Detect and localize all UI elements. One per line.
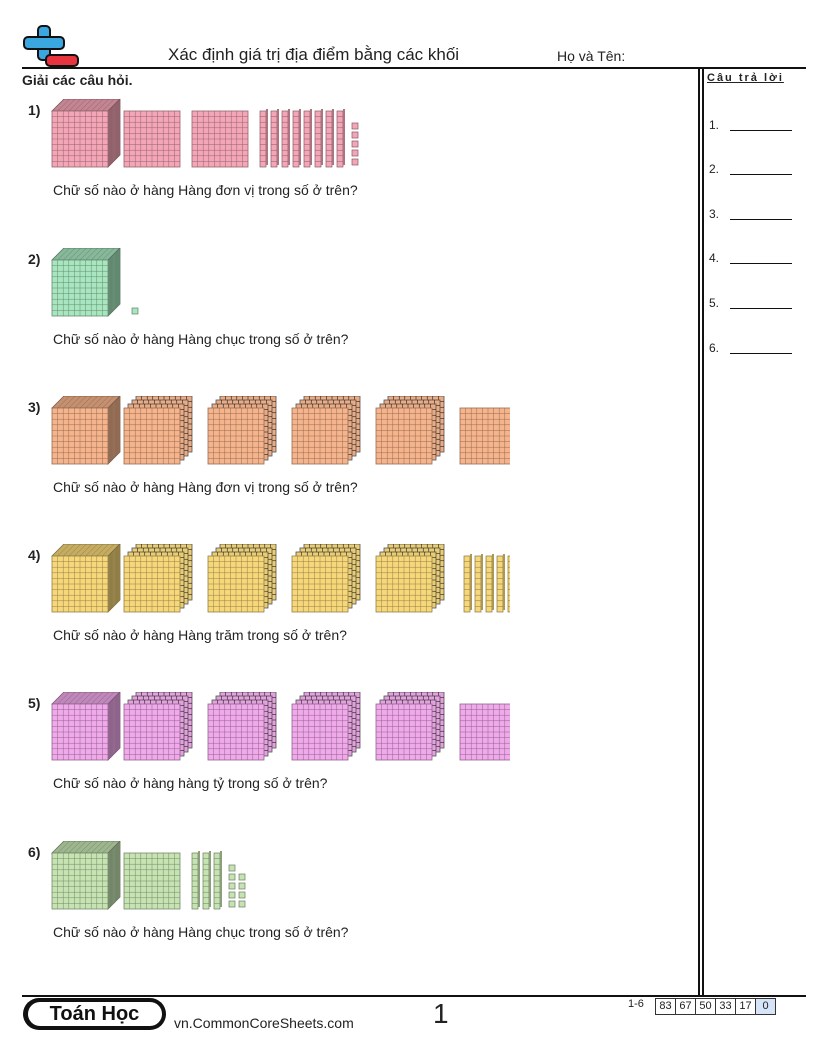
base-ten-blocks — [50, 396, 510, 468]
score-table — [656, 998, 776, 1015]
plus-minus-logo-icon — [22, 24, 80, 70]
ten-rod-block — [475, 554, 483, 612]
base-ten-blocks — [50, 692, 510, 764]
answer-label: 3. — [709, 207, 720, 221]
one-unit-block — [352, 123, 358, 129]
brand-label: Toán Học — [28, 1002, 162, 1026]
one-unit-block — [229, 865, 235, 871]
one-unit-block — [229, 883, 235, 889]
ten-rod-block — [315, 109, 323, 167]
question-text: Chữ số nào ở hàng Hàng chục trong số ở trên? — [53, 924, 349, 940]
base-ten-blocks — [50, 248, 510, 320]
site-url: vn.CommonCoreSheets.com — [174, 1015, 354, 1031]
answer-blank-line[interactable] — [730, 263, 792, 264]
answer-column-divider — [698, 67, 700, 995]
hundred-layer-front — [208, 556, 264, 612]
ten-rod-block — [486, 554, 494, 612]
one-unit-block — [239, 874, 245, 880]
thousand-cube-front — [52, 111, 108, 167]
hundred-layer-front — [124, 408, 180, 464]
name-label: Họ và Tên: — [557, 48, 626, 64]
question-number: 1) — [28, 102, 41, 118]
hundred-flat-block — [124, 111, 180, 167]
question-text: Chữ số nào ở hàng Hàng đơn vị trong số ở trên? — [53, 479, 358, 495]
hundred-layer-front — [376, 556, 432, 612]
question-number: 5) — [28, 695, 41, 711]
hundred-layer-front — [124, 556, 180, 612]
question-number: 3) — [28, 399, 41, 415]
hundred-layer-front — [208, 704, 264, 760]
thousand-cube-front — [52, 556, 108, 612]
score-cell: 0 — [755, 998, 776, 1015]
question-text: Chữ số nào ở hàng Hàng chục trong số ở trên? — [53, 331, 349, 347]
answer-label: 1. — [709, 118, 720, 132]
hundred-layer-front — [208, 408, 264, 464]
one-unit-block — [352, 159, 358, 165]
hundred-layer-front — [292, 408, 348, 464]
one-unit-block — [352, 132, 358, 138]
base-ten-blocks — [50, 99, 510, 171]
ten-rod-block — [271, 109, 279, 167]
base-ten-blocks — [50, 544, 510, 616]
ten-rod-block — [304, 109, 312, 167]
instructions: Giải các câu hỏi. — [22, 72, 133, 88]
ten-rod-block — [508, 554, 510, 612]
answer-label: 6. — [709, 341, 720, 355]
ten-rod-block — [326, 109, 334, 167]
hundred-layer-front — [376, 408, 432, 464]
ten-rod-block — [203, 851, 211, 909]
question-text: Chữ số nào ở hàng Hàng trăm trong số ở trên? — [53, 627, 347, 643]
ten-rod-block — [260, 109, 268, 167]
page-title: Xác định giá trị địa điểm bằng các khối — [168, 45, 460, 64]
thousand-cube-front — [52, 704, 108, 760]
thousand-cube-front — [52, 853, 108, 909]
brand-badge — [23, 998, 166, 1030]
hundred-flat-block — [460, 704, 510, 760]
ten-rod-block — [293, 109, 301, 167]
one-unit-block — [132, 308, 138, 314]
hundred-layer-front — [376, 704, 432, 760]
ten-rod-block — [464, 554, 472, 612]
one-unit-block — [352, 141, 358, 147]
score-cell: 50 — [695, 998, 716, 1015]
hundred-flat-block — [460, 408, 510, 464]
question-number: 6) — [28, 844, 41, 860]
one-unit-block — [229, 901, 235, 907]
base-ten-blocks — [50, 841, 510, 913]
question-number: 4) — [28, 547, 41, 563]
one-unit-block — [352, 150, 358, 156]
score-cell: 67 — [675, 998, 696, 1015]
ten-rod-block — [337, 109, 345, 167]
question-text: Chữ số nào ở hàng hàng tỷ trong số ở trên? — [53, 775, 328, 791]
answer-blank-line[interactable] — [730, 174, 792, 175]
page-number: 1 — [433, 998, 449, 1029]
hundred-layer-front — [292, 704, 348, 760]
score-cell: 83 — [655, 998, 676, 1015]
question-text: Chữ số nào ở hàng Hàng đơn vị trong số ở trên? — [53, 182, 358, 198]
answers-title: Câu trả lời — [707, 72, 784, 84]
ten-rod-block — [497, 554, 505, 612]
answer-blank-line[interactable] — [730, 219, 792, 220]
bottom-divider — [22, 995, 806, 997]
score-cell: 33 — [715, 998, 736, 1015]
hundred-layer-front — [124, 704, 180, 760]
answer-label: 5. — [709, 296, 720, 310]
top-divider — [22, 67, 806, 69]
score-cell: 17 — [735, 998, 756, 1015]
one-unit-block — [229, 874, 235, 880]
score-range: 1-6 — [628, 998, 644, 1010]
one-unit-block — [239, 883, 245, 889]
ten-rod-block — [192, 851, 200, 909]
one-unit-block — [229, 892, 235, 898]
hundred-flat-block — [192, 111, 248, 167]
thousand-cube-front — [52, 260, 108, 316]
question-number: 2) — [28, 251, 41, 267]
answer-blank-line[interactable] — [730, 130, 792, 131]
answer-label: 4. — [709, 251, 720, 265]
one-unit-block — [239, 901, 245, 907]
hundred-layer-front — [292, 556, 348, 612]
answer-blank-line[interactable] — [730, 353, 792, 354]
ten-rod-block — [282, 109, 290, 167]
answer-blank-line[interactable] — [730, 308, 792, 309]
one-unit-block — [239, 892, 245, 898]
hundred-flat-block — [124, 853, 180, 909]
ten-rod-block — [214, 851, 222, 909]
answer-label: 2. — [709, 162, 720, 176]
thousand-cube-front — [52, 408, 108, 464]
answer-column-divider-inner — [702, 67, 704, 995]
